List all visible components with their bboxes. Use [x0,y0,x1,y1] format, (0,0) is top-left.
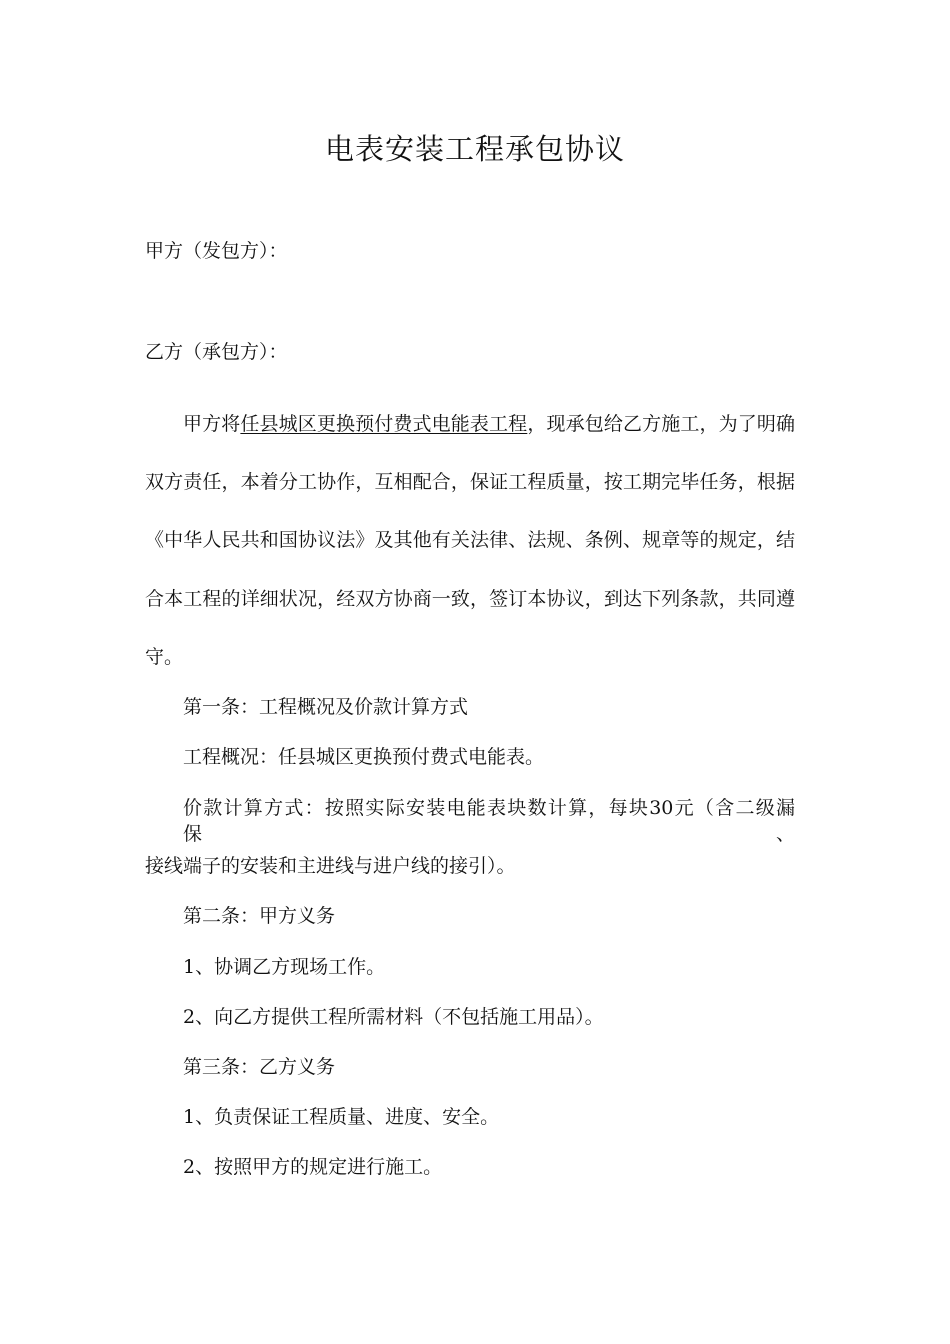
project-name: 任县城区更换预付费式电能表工程 [240,413,528,435]
document-title: 电表安装工程承包协议 [324,132,625,166]
article-1-pricing-line-1: 价款计算方式：按照实际安装电能表块数计算，每块30元（含二级漏保、 [183,797,795,845]
intro-line-1 [183,411,795,437]
article-3-item-2: 2、按照甲方的规定进行施工。 [183,1156,443,1178]
article-1-overview: 工程概况：任县城区更换预付费式电能表。 [183,746,545,768]
intro-line-1-rest: ，现承包给乙方施工，为了明确 [527,413,795,435]
intro-prefix: 甲方将 [183,413,241,435]
article-3-heading: 第三条：乙方义务 [183,1056,336,1078]
intro-line-4: 合本工程的详细状况，经双方协商一致，签订本协议，到达下列条款，共同遵 [145,588,795,610]
article-2-heading: 第二条：甲方义务 [183,905,336,927]
article-3-item-1: 1、负责保证工程质量、进度、安全。 [183,1106,500,1128]
article-2-item-1: 1、协调乙方现场工作。 [183,956,386,978]
intro-line-3: 《中华人民共和国协议法》及其他有关法律、法规、条例、规章等的规定，结 [145,529,795,551]
intro-line-2: 双方责任，本着分工协作，互相配合，保证工程质量，按工期完毕任务，根据 [145,471,795,493]
party-b-label: 乙方（承包方）： [145,341,288,363]
article-1-pricing-line-2: 接线端子的安装和主进线与进户线的接引）。 [145,855,516,877]
article-2-item-2: 2、向乙方提供工程所需材料（不包括施工用品）。 [183,1006,604,1028]
article-1-heading: 第一条：工程概况及价款计算方式 [183,696,469,718]
intro-line-5: 守。 [145,646,184,668]
party-a-label: 甲方（发包方）： [145,240,288,262]
